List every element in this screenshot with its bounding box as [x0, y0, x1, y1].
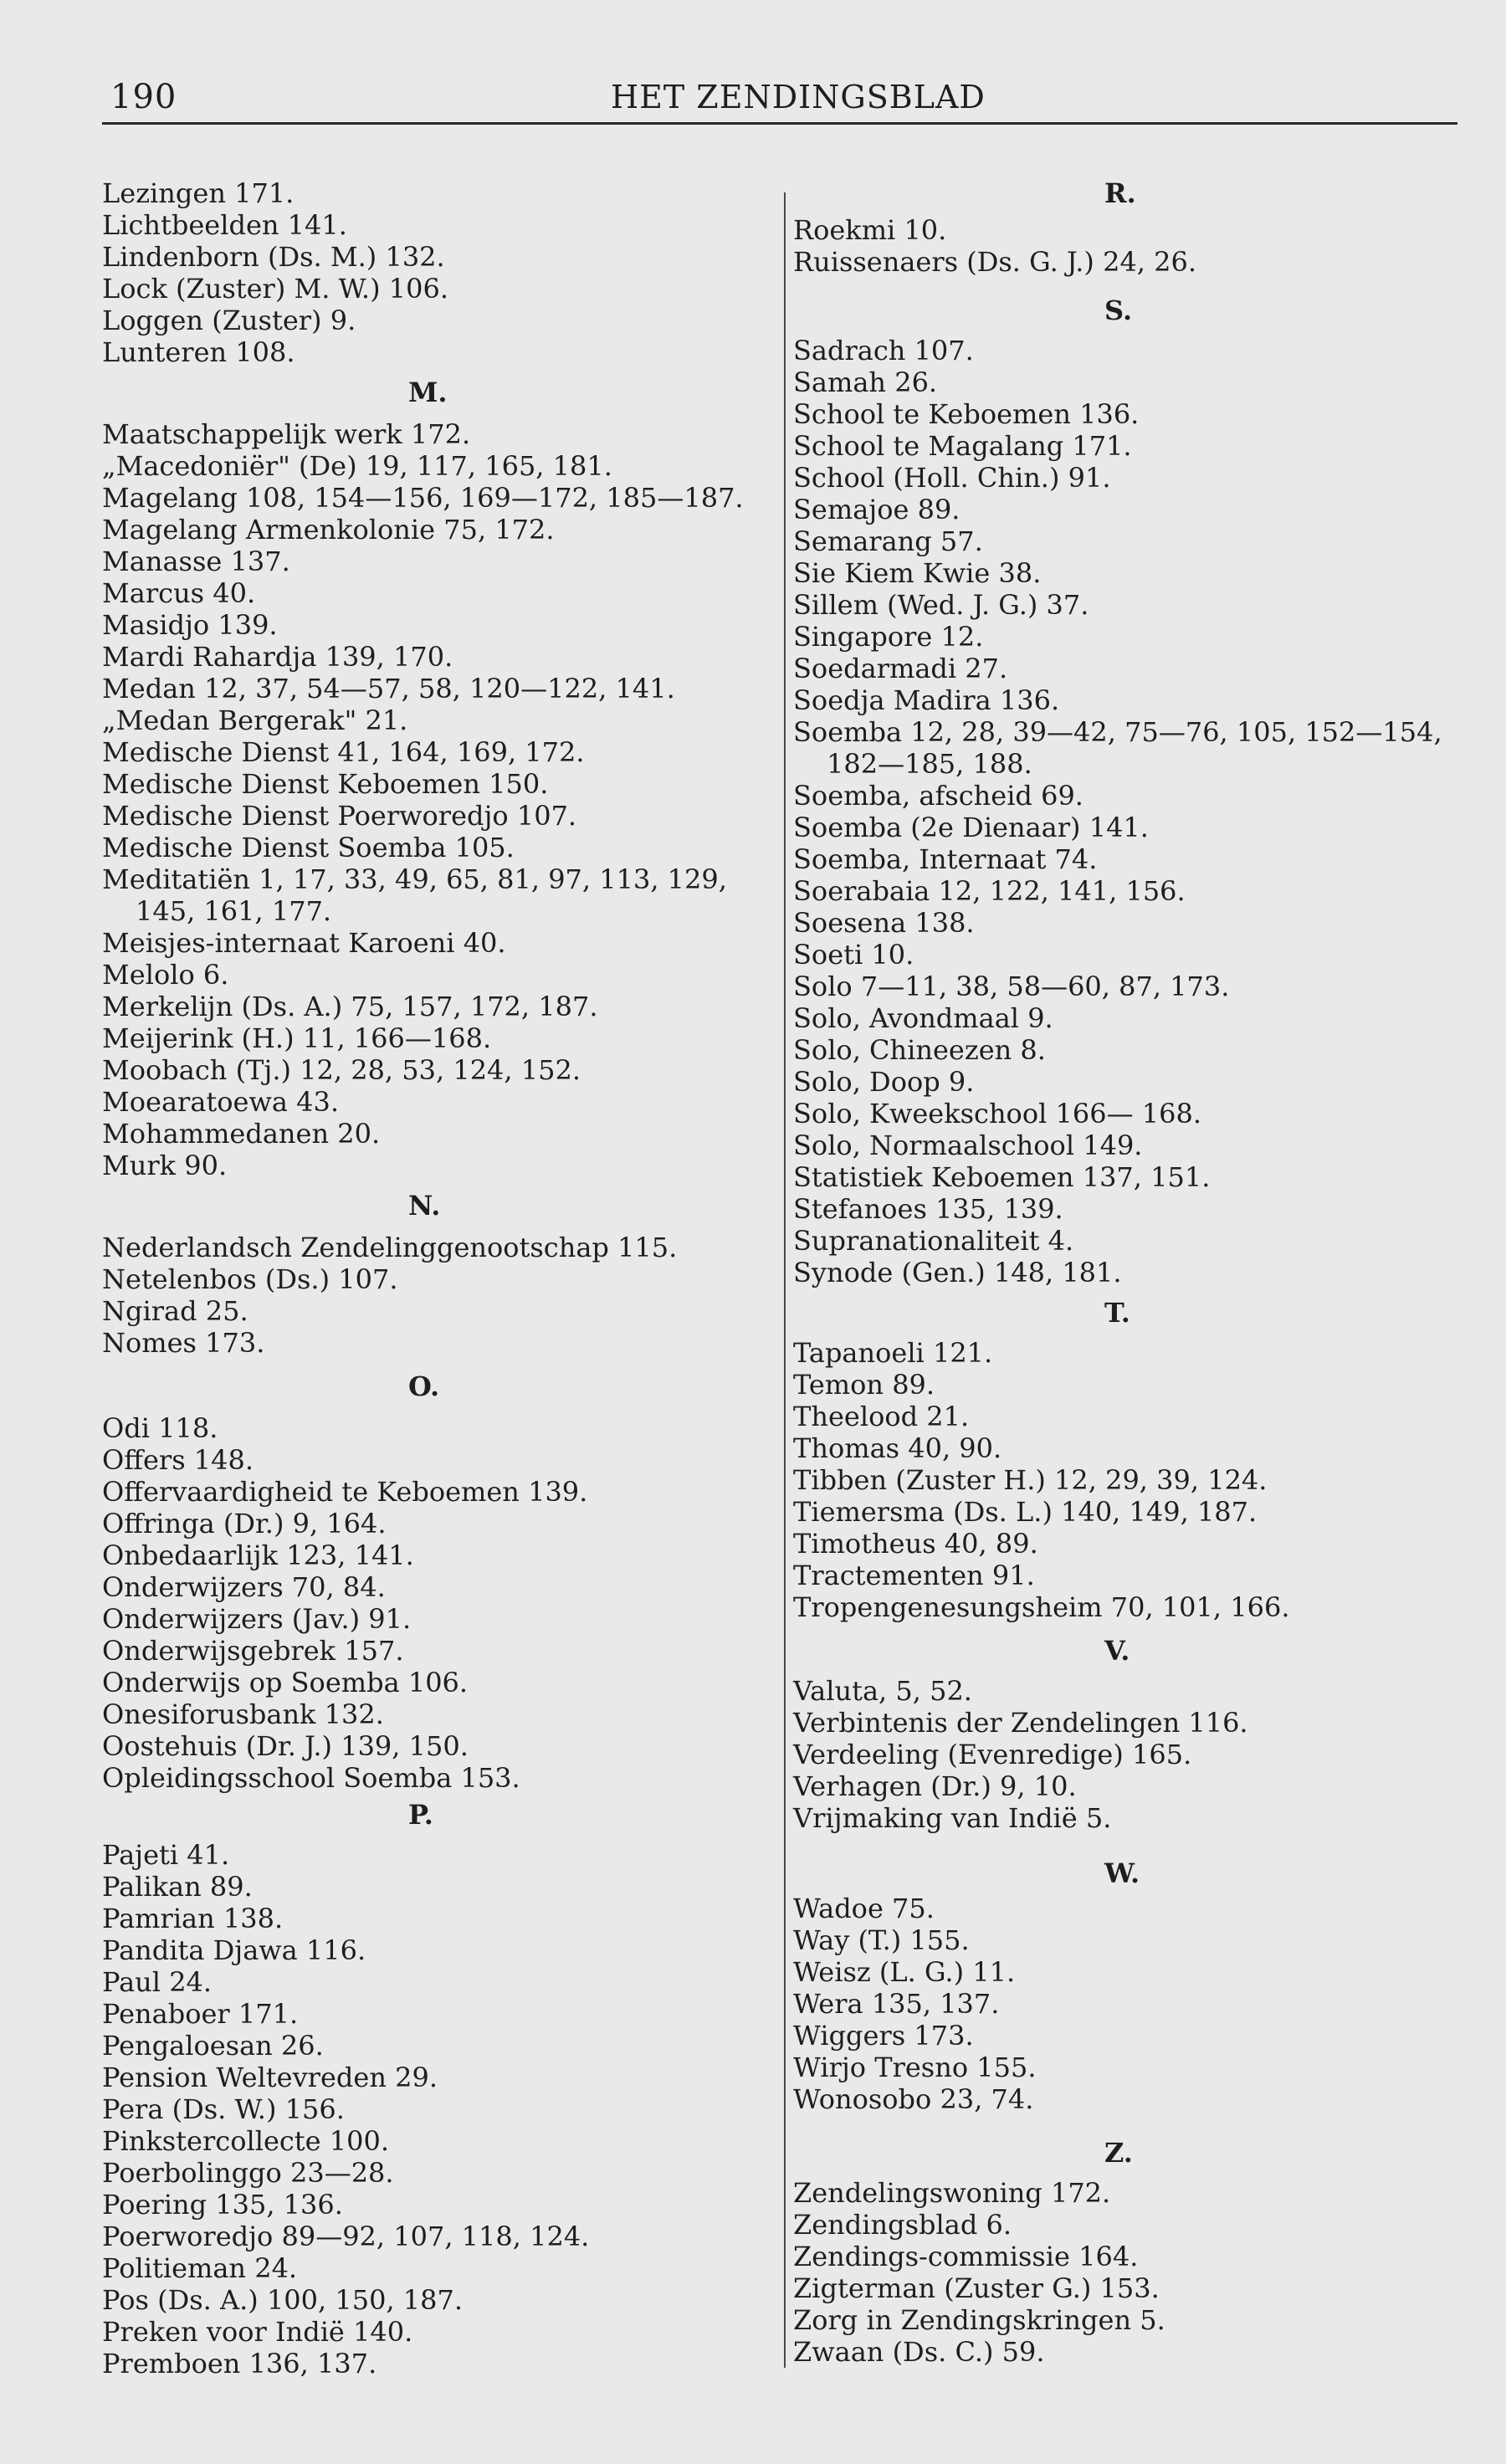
index-entry: Meijerink (H.) 11, 166—168.	[102, 1022, 492, 1054]
index-entry: Medische Dienst Keboemen 150.	[102, 768, 549, 800]
index-entry: Poerbolinggo 23—28.	[102, 2157, 394, 2189]
section-letter: M.	[408, 377, 448, 408]
index-entry: Soeti 10.	[793, 939, 914, 971]
index-entry: Medische Dienst 41, 164, 169, 172.	[102, 736, 585, 768]
index-entry: Way (T.) 155.	[793, 1924, 970, 1956]
section-letter: Z.	[1104, 2137, 1133, 2169]
section-letter: O.	[408, 1370, 440, 1402]
index-entry: Premboen 136, 137.	[102, 2348, 377, 2379]
header-rule	[102, 122, 1457, 125]
section-letter: T.	[1104, 1297, 1130, 1329]
index-entry: Zendingsblad 6.	[793, 2209, 1012, 2241]
index-entry: School (Holl. Chin.) 91.	[793, 462, 1111, 494]
index-entry: Statistiek Keboemen 137, 151.	[793, 1161, 1211, 1193]
index-entry: Mardi Rahardja 139, 170.	[102, 641, 453, 673]
index-entry: Solo, Kweekschool 166— 168.	[793, 1098, 1201, 1130]
index-entry: Verdeeling (Evenredige) 165.	[793, 1739, 1192, 1770]
index-entry: Onbedaarlijk 123, 141.	[102, 1539, 414, 1571]
index-entry: Preken voor Indië 140.	[102, 2316, 413, 2348]
index-entry: Pamrian 138.	[102, 1903, 284, 1934]
index-entry: Zorg in Zendingskringen 5.	[793, 2304, 1165, 2336]
index-entry: Politieman 24.	[102, 2252, 298, 2284]
index-entry: Pinkstercollecte 100.	[102, 2125, 390, 2157]
index-entry: Semarang 57.	[793, 525, 983, 557]
index-entry: Solo, Normaalschool 149.	[793, 1130, 1143, 1161]
index-entry: Paul 24.	[102, 1966, 213, 1998]
index-entry: Soemba, afscheid 69.	[793, 780, 1083, 812]
index-entry: Pera (Ds. W.) 156.	[102, 2093, 345, 2125]
index-entry: Onderwijzers 70, 84.	[102, 1571, 386, 1603]
index-entry: Timotheus 40, 89.	[793, 1528, 1038, 1560]
index-entry-continuation: 182—185, 188.	[827, 748, 1032, 780]
index-entry: Tibben (Zuster H.) 12, 29, 39, 124.	[793, 1464, 1268, 1496]
index-entry: Ngirad 25.	[102, 1295, 248, 1327]
index-entry: Soerabaia 12, 122, 141, 156.	[793, 875, 1186, 907]
index-entry: Wadoe 75.	[793, 1893, 935, 1924]
index-entry: Thomas 40, 90.	[793, 1432, 1002, 1464]
index-entry: Ruissenaers (Ds. G. J.) 24, 26.	[793, 246, 1197, 278]
index-entry: Meisjes-internaat Karoeni 40.	[102, 927, 506, 959]
index-entry: „Macedoniër" (De) 19, 117, 165, 181.	[102, 450, 612, 482]
index-entry: Lunteren 108.	[102, 336, 295, 368]
running-title: HET ZENDINGSBLAD	[611, 79, 986, 115]
index-entry: Tractementen 91.	[793, 1560, 1035, 1591]
index-entry: Palikan 89.	[102, 1871, 253, 1903]
index-entry: Nomes 173.	[102, 1327, 265, 1359]
index-entry: Mohammedanen 20.	[102, 1118, 381, 1150]
index-entry: Opleidingsschool Soemba 153.	[102, 1762, 520, 1794]
section-letter: R.	[1104, 177, 1136, 209]
section-letter: W.	[1104, 1857, 1140, 1889]
index-entry: Medan 12, 37, 54—57, 58, 120—122, 141.	[102, 673, 675, 704]
index-entry: Singapore 12.	[793, 621, 984, 653]
index-entry: Moearatoewa 43.	[102, 1086, 340, 1118]
index-entry: Soesena 138.	[793, 907, 975, 939]
index-entry: Sie Kiem Kwie 38.	[793, 557, 1042, 589]
index-entry: Lichtbeelden 141.	[102, 209, 347, 241]
index-entry: Masidjo 139.	[102, 609, 278, 641]
index-entry: Semajoe 89.	[793, 494, 960, 525]
index-entry: Soemba, Internaat 74.	[793, 843, 1098, 875]
index-entry: Zigterman (Zuster G.) 153.	[793, 2272, 1160, 2304]
index-entry: School te Keboemen 136.	[793, 398, 1140, 430]
index-entry: Onesiforusbank 132.	[102, 1698, 384, 1730]
index-entry: Netelenbos (Ds.) 107.	[102, 1263, 398, 1295]
index-entry: Synode (Gen.) 148, 181.	[793, 1257, 1122, 1288]
index-entry: Medische Dienst Soemba 105.	[102, 832, 515, 863]
index-entry: Tapanoeli 121.	[793, 1337, 993, 1369]
index-entry-continuation: 145, 161, 177.	[136, 895, 332, 927]
index-entry: Lezingen 171.	[102, 177, 295, 209]
index-entry: Merkelijn (Ds. A.) 75, 157, 172, 187.	[102, 991, 598, 1022]
index-entry: Nederlandsch Zendelinggenootschap 115.	[102, 1232, 678, 1263]
index-entry: Melolo 6.	[102, 959, 229, 991]
index-entry: Zendelingswoning 172.	[793, 2177, 1111, 2209]
index-entry: Roekmi 10.	[793, 214, 947, 246]
index-entry: Theelood 21.	[793, 1401, 970, 1432]
index-entry: Magelang 108, 154—156, 169—172, 185—187.	[102, 482, 744, 514]
index-entry: Zendings-commissie 164.	[793, 2241, 1139, 2272]
index-entry: Onderwijsgebrek 157.	[102, 1635, 404, 1667]
index-entry: Wonosobo 23, 74.	[793, 2083, 1034, 2115]
index-entry: Pos (Ds. A.) 100, 150, 187.	[102, 2284, 464, 2316]
section-letter: V.	[1104, 1635, 1130, 1667]
index-entry: Odi 118.	[102, 1412, 218, 1444]
index-entry: Solo, Avondmaal 9.	[793, 1002, 1053, 1034]
index-entry: Meditatiën 1, 17, 33, 49, 65, 81, 97, 113, 129,	[102, 863, 727, 895]
index-entry: Pension Weltevreden 29.	[102, 2062, 438, 2093]
index-entry: Lock (Zuster) M. W.) 106.	[102, 273, 448, 305]
index-entry: Marcus 40.	[102, 577, 256, 609]
column-divider	[784, 192, 786, 2368]
index-entry: School te Magalang 171.	[793, 430, 1132, 462]
index-entry: Manasse 137.	[102, 546, 290, 577]
page-number: 190	[110, 78, 177, 116]
index-entry: Magelang Armenkolonie 75, 172.	[102, 514, 555, 546]
index-entry: Valuta, 5, 52.	[793, 1675, 972, 1707]
index-entry: Solo 7—11, 38, 58—60, 87, 173.	[793, 971, 1230, 1002]
index-entry: Onderwijzers (Jav.) 91.	[102, 1603, 412, 1635]
index-entry: Pengaloesan 26.	[102, 2030, 324, 2062]
index-entry: Pandita Djawa 116.	[102, 1934, 366, 1966]
index-entry: Poering 135, 136.	[102, 2189, 343, 2221]
index-entry: Tiemersma (Ds. L.) 140, 149, 187.	[793, 1496, 1258, 1528]
index-entry: Solo, Doop 9.	[793, 1066, 975, 1098]
index-entry: Penaboer 171.	[102, 1998, 299, 2030]
index-entry: Wera 135, 137.	[793, 1988, 1000, 2020]
index-entry: Soedja Madira 136.	[793, 684, 1060, 716]
index-entry: Stefanoes 135, 139.	[793, 1193, 1063, 1225]
index-entry: Samah 26.	[793, 366, 938, 398]
index-entry: Vrijmaking van Indië 5.	[793, 1802, 1112, 1834]
index-entry: Onderwijs op Soemba 106.	[102, 1667, 469, 1698]
index-entry: Offers 148.	[102, 1444, 254, 1476]
index-entry: Wirjo Tresno 155.	[793, 2052, 1037, 2083]
index-entry: Offringa (Dr.) 9, 164.	[102, 1508, 387, 1539]
index-entry: Tropengenesungsheim 70, 101, 166.	[793, 1591, 1290, 1623]
index-entry: Medische Dienst Poerworedjo 107.	[102, 800, 577, 832]
index-entry: Verhagen (Dr.) 9, 10.	[793, 1770, 1077, 1802]
section-letter: N.	[408, 1190, 441, 1222]
index-entry: Murk 90.	[102, 1150, 228, 1181]
index-entry: Pajeti 41.	[102, 1839, 230, 1871]
index-entry: Soemba 12, 28, 39—42, 75—76, 105, 152—154,	[793, 716, 1442, 748]
index-entry: Supranationaliteit 4.	[793, 1225, 1074, 1257]
index-entry: Soemba (2e Dienaar) 141.	[793, 812, 1149, 843]
index-entry: Moobach (Tj.) 12, 28, 53, 124, 152.	[102, 1054, 581, 1086]
index-entry: Verbintenis der Zendelingen 116.	[793, 1707, 1248, 1739]
section-letter: P.	[408, 1799, 433, 1831]
index-entry: Solo, Chineezen 8.	[793, 1034, 1046, 1066]
index-entry: Weisz (L. G.) 11.	[793, 1956, 1016, 1988]
index-entry: Offervaardigheid te Keboemen 139.	[102, 1476, 588, 1508]
index-entry: Poerworedjo 89—92, 107, 118, 124.	[102, 2221, 590, 2252]
index-entry: Soedarmadi 27.	[793, 653, 1008, 684]
index-entry: Zwaan (Ds. C.) 59.	[793, 2336, 1045, 2368]
index-entry: Loggen (Zuster) 9.	[102, 305, 356, 336]
index-entry: Temon 89.	[793, 1369, 935, 1401]
index-entry: Sadrach 107.	[793, 335, 974, 366]
index-entry: Wiggers 173.	[793, 2020, 974, 2052]
index-entry: Maatschappelijk werk 172.	[102, 418, 471, 450]
index-entry: Sillem (Wed. J. G.) 37.	[793, 589, 1089, 621]
index-entry: Oostehuis (Dr. J.) 139, 150.	[102, 1730, 469, 1762]
index-entry: „Medan Bergerak" 21.	[102, 704, 408, 736]
section-letter: S.	[1104, 295, 1133, 326]
index-entry: Lindenborn (Ds. M.) 132.	[102, 241, 445, 273]
